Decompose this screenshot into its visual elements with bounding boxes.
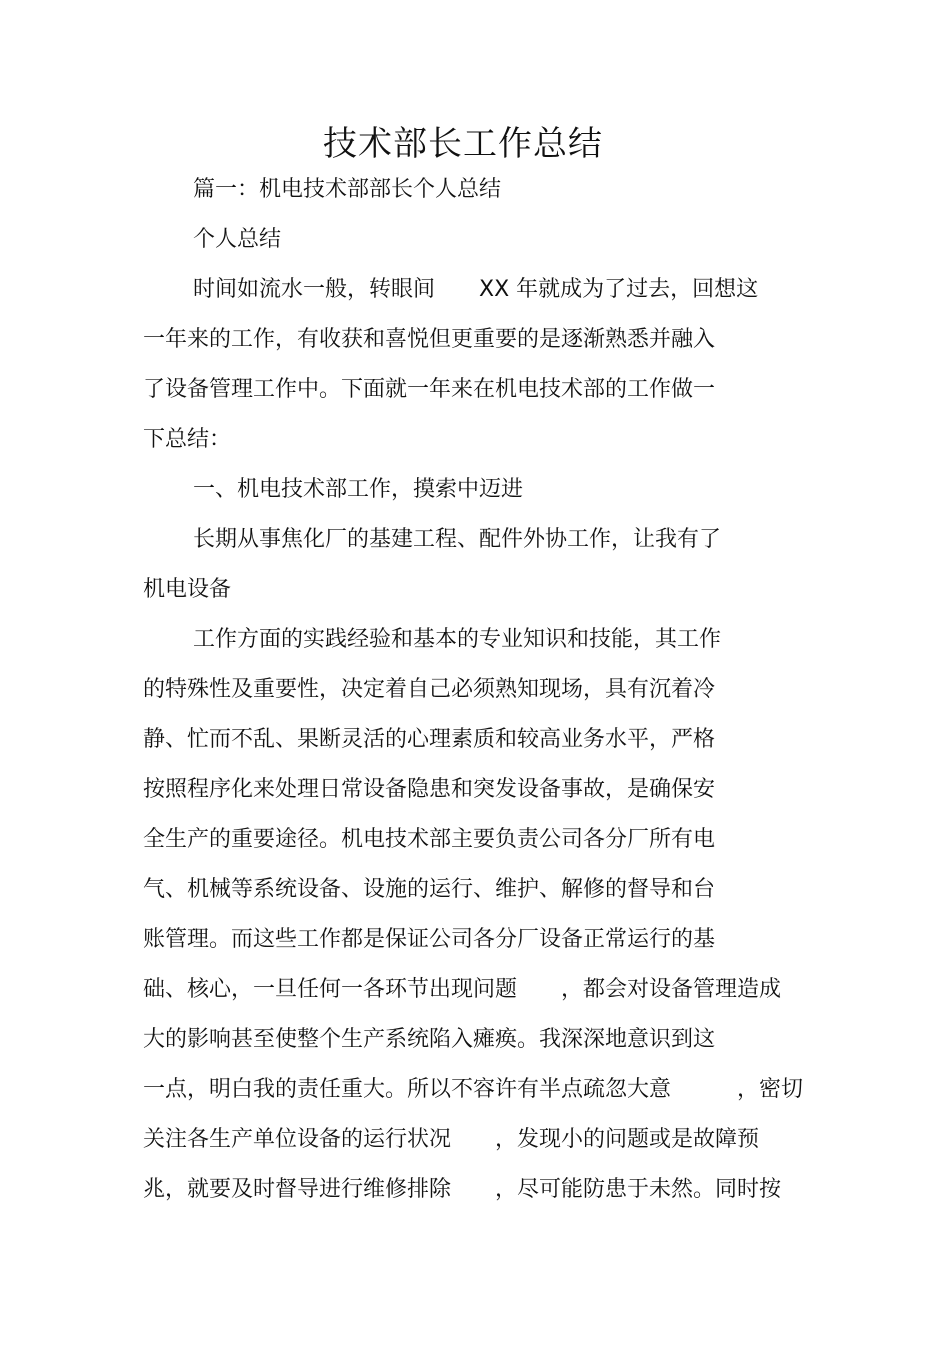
paragraph-line: 一点，明白我的责任重大。所以不容许有半点疏忽大意 ，密切	[143, 1077, 804, 1102]
subheading: 个人总结	[193, 227, 282, 252]
paragraph-line: 下总结：	[143, 427, 232, 452]
paragraph-line: 账管理。而这些工作都是保证公司各分厂设备正常运行的基	[143, 927, 716, 952]
paragraph-line: 气、机械等系统设备、设施的运行、维护、解修的督导和台	[143, 877, 716, 902]
paragraph-line: 了设备管理工作中。下面就一年来在机电技术部的工作做一	[143, 377, 716, 402]
paragraph-line: 全生产的重要途径。机电技术部主要负责公司各分厂所有电	[143, 827, 716, 852]
document-title: 技术部长工作总结	[323, 124, 603, 164]
paragraph-line: 时间如流水一般，转眼间 XX 年就成为了过去，回想这	[193, 277, 759, 302]
paragraph-line: 机电设备	[143, 577, 232, 602]
paragraph-line: 长期从事焦化厂的基建工程、配件外协工作，让我有了	[193, 527, 722, 552]
paragraph-line: 工作方面的实践经验和基本的专业知识和技能，其工作	[193, 627, 722, 652]
section-heading: 一、机电技术部工作，摸索中迈进	[193, 477, 524, 502]
paragraph-line: 关注各生产单位设备的运行状况 ，发现小的问题或是故障预	[143, 1127, 760, 1152]
section-heading: 篇一：机电技术部部长个人总结	[193, 177, 502, 202]
paragraph-line: 兆，就要及时督导进行维修排除 ，尽可能防患于未然。同时按	[143, 1177, 782, 1202]
paragraph-line: 础、核心，一旦任何一各环节出现问题 ，都会对设备管理造成	[143, 977, 782, 1002]
paragraph-line: 大的影响甚至使整个生产系统陷入瘫痪。我深深地意识到这	[143, 1027, 716, 1052]
paragraph-line: 一年来的工作，有收获和喜悦但更重要的是逐渐熟悉并融入	[143, 327, 716, 352]
paragraph-line: 静、忙而不乱、果断灵活的心理素质和较高业务水平，严格	[143, 727, 716, 752]
paragraph-line: 的特殊性及重要性，决定着自己必须熟知现场，具有沉着冷	[143, 677, 716, 702]
paragraph-line: 按照程序化来处理日常设备隐患和突发设备事故，是确保安	[143, 777, 716, 802]
